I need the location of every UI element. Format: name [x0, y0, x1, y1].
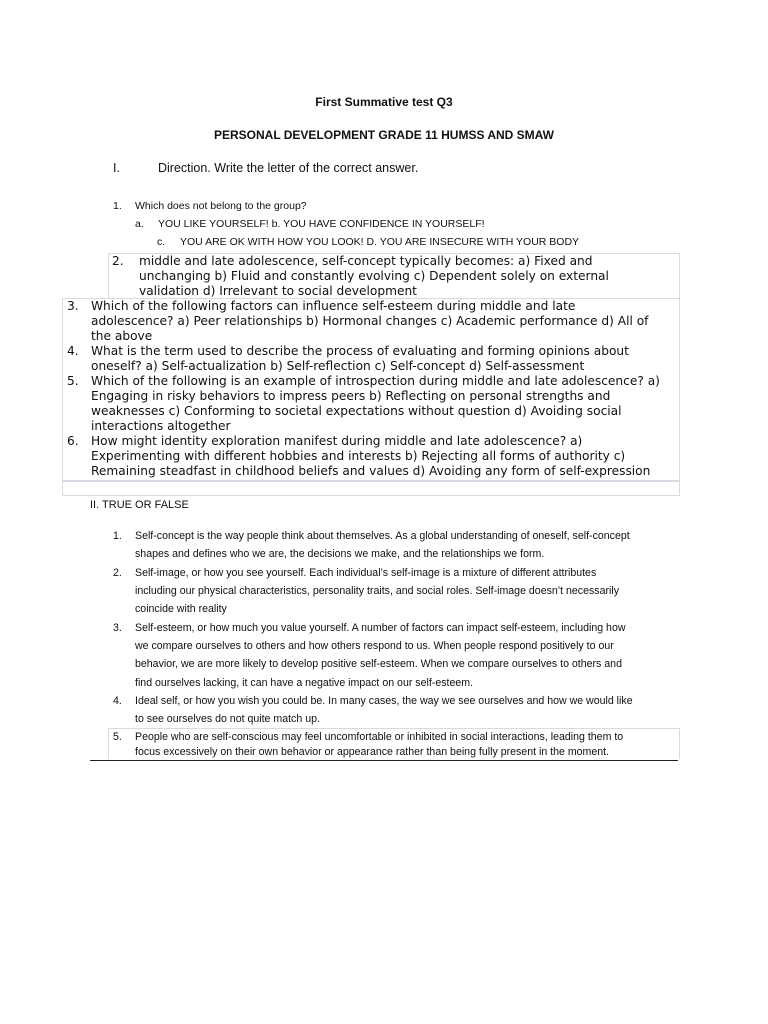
item-number: 2. — [113, 567, 122, 579]
item-number: 5. — [113, 731, 122, 743]
document-title: First Summative test Q3 — [315, 95, 453, 109]
question-line: Which of the following is an example of introspection during middle and late adolescence? a) — [91, 374, 660, 388]
question-2 — [108, 253, 680, 299]
item-line: Ideal self, or how you wish you could be. In many cases, the way we see ourselves and how we would like — [135, 695, 633, 707]
section-one-direction — [113, 161, 418, 175]
item-line: coincide with reality — [135, 603, 227, 616]
question-line: middle and late adolescence, self-concept typically becomes: a) Fixed and — [139, 254, 593, 268]
question-1-option-a — [135, 218, 485, 230]
question-line: weaknesses c) Conforming to societal expectations without question d) Avoiding social — [91, 404, 622, 418]
question-line: Experimenting with different hobbies and interests b) Rejecting all forms of authority c) — [91, 449, 626, 463]
question-line: unchanging b) Fluid and constantly evolving c) Dependent solely on external — [139, 269, 609, 283]
questions-box — [62, 298, 680, 482]
item-line: find ourselves lacking, it can have a negative impact on our self-esteem. — [135, 676, 474, 689]
question-line: Which of the following factors can influence self-esteem during middle and late — [91, 299, 576, 313]
item-line: to see ourselves do not quite match up. — [135, 713, 320, 726]
section-two-title: II. TRUE OR FALSE — [90, 499, 189, 511]
question-line: oneself? a) Self-actualization b) Self-reflection c) Self-concept d) Self-assessment — [91, 359, 585, 373]
document-subtitle: PERSONAL DEVELOPMENT GRADE 11 HUMSS AND SMAW — [213, 128, 555, 142]
item-line: People who are self-conscious may feel uncomfortable or inhibited in social interactions, leading them to — [135, 731, 624, 743]
tf-item-5 — [108, 728, 680, 759]
question-line: validation d) Irrelevant to social development — [139, 284, 417, 298]
question-1-option-c — [157, 236, 579, 248]
tf-item-3 — [113, 619, 683, 692]
item-line: including our physical characteristics, personality traits, and social roles. Self-image doesn’t necessarily — [135, 585, 620, 598]
item-line: focus excessively on their own behavior or appearance rather than being fully present in the moment. — [135, 746, 610, 758]
option-text: YOU LIKE YOURSELF! b. YOU HAVE CONFIDENCE IN YOURSELF! — [158, 218, 485, 230]
question-line: adolescence? a) Peer relationships b) Hormonal changes c) Academic performance d) All of — [91, 314, 649, 328]
question-line: Remaining steadfast in childhood beliefs and values d) Avoiding any form of self-expression — [91, 464, 651, 478]
item-number: 3. — [113, 622, 122, 634]
item-line: behavior, we are more likely to develop positive self-esteem. When we compare ourselves to others and — [135, 658, 622, 671]
tf-item-4 — [113, 692, 683, 728]
item-number: 4. — [113, 695, 122, 707]
tf-item-1 — [113, 527, 683, 563]
option-text: YOU ARE OK WITH HOW YOU LOOK! D. YOU ARE INSECURE WITH YOUR BODY — [180, 236, 580, 248]
question-text: Which does not belong to the group? — [135, 200, 307, 212]
question-line: Engaging in risky behaviors to impress peers b) Reflecting on personal strengths and — [91, 389, 611, 403]
question-number: 5. — [67, 374, 79, 388]
option-letter: c. — [157, 236, 166, 248]
question-line: How might identity exploration manifest during middle and late adolescence? a) — [91, 434, 583, 448]
question-number: 1. — [113, 200, 122, 212]
question-number: 2. — [112, 254, 124, 268]
question-line: interactions altogether — [91, 419, 231, 433]
tf-item-2 — [113, 564, 683, 619]
item-line: Self-concept is the way people think about themselves. As a global understanding of oneself, self-concept — [135, 530, 630, 542]
question-number: 4. — [67, 344, 79, 358]
question-number: 6. — [67, 434, 79, 448]
question-1 — [113, 200, 307, 212]
question-number: 3. — [67, 299, 79, 313]
empty-box — [62, 480, 680, 496]
item-number: 1. — [113, 530, 122, 542]
question-line: the above — [91, 329, 153, 343]
question-line: What is the term used to describe the process of evaluating and forming opinions about — [91, 344, 629, 358]
item-line: we compare ourselves to others and how others respond to us. When people respond positively to our — [135, 640, 614, 653]
section-one-number: I. — [113, 161, 120, 175]
horizontal-rule — [90, 760, 678, 761]
item-line: Self-image, or how you see yourself. Each individual’s self-image is a mixture of different attributes — [135, 567, 597, 579]
item-line: Self-esteem, or how much you value yourself. A number of factors can impact self-esteem, including how — [135, 622, 626, 634]
option-letter: a. — [135, 218, 144, 230]
direction-text: Direction. Write the letter of the correct answer. — [158, 161, 419, 175]
item-line: shapes and defines who we are, the decisions we make, and the relationships we form. — [135, 548, 545, 561]
